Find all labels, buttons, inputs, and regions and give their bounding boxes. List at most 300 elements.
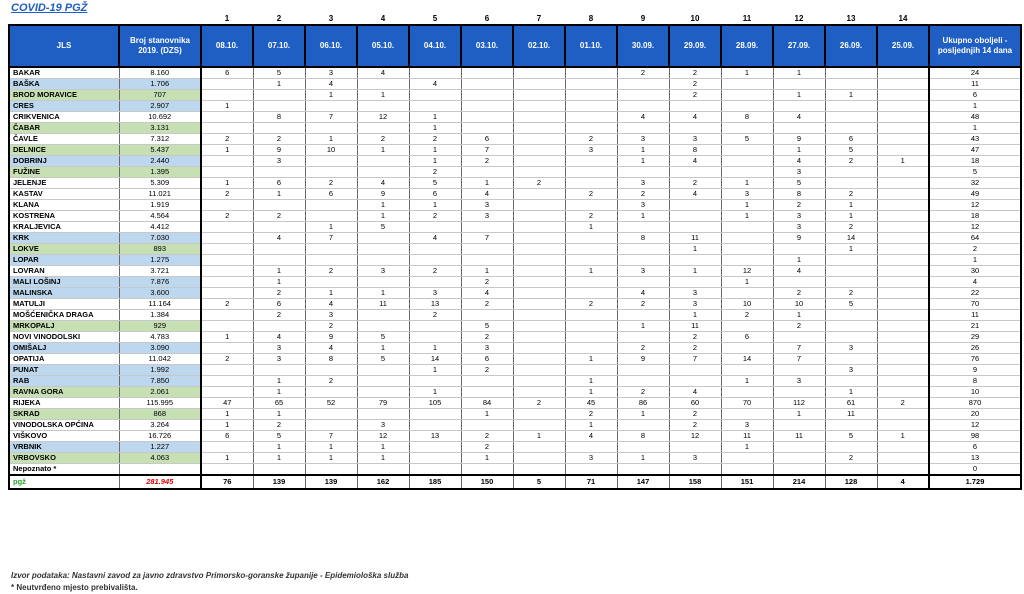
case-count xyxy=(721,156,773,167)
case-count: 2 xyxy=(669,420,721,431)
case-count: 1 xyxy=(201,332,253,343)
case-count xyxy=(773,420,825,431)
municipality-name: CRIKVENICA xyxy=(9,112,119,123)
sum-case-count: 128 xyxy=(825,475,877,489)
case-count: 2 xyxy=(201,354,253,365)
case-count xyxy=(513,244,565,255)
case-count: 1 xyxy=(357,145,409,156)
case-count xyxy=(513,145,565,156)
case-count: 1 xyxy=(721,67,773,79)
case-count: 2 xyxy=(409,134,461,145)
case-count xyxy=(617,365,669,376)
case-count xyxy=(825,442,877,453)
case-count: 2 xyxy=(305,376,357,387)
case-count: 10 xyxy=(721,299,773,310)
case-count xyxy=(617,123,669,134)
case-count: 1 xyxy=(721,442,773,453)
municipality-name: Nepoznato * xyxy=(9,464,119,476)
case-count: 1 xyxy=(357,90,409,101)
header-date: 30.09. xyxy=(617,25,669,67)
case-count: 1 xyxy=(409,156,461,167)
municipality-name: NOVI VINODOLSKI xyxy=(9,332,119,343)
case-count xyxy=(565,365,617,376)
case-count: 84 xyxy=(461,398,513,409)
case-count xyxy=(201,266,253,277)
case-count: 3 xyxy=(461,200,513,211)
case-count xyxy=(877,200,929,211)
case-count xyxy=(513,222,565,233)
case-count: 1 xyxy=(565,387,617,398)
case-count: 3 xyxy=(721,420,773,431)
total-cases: 11 xyxy=(929,79,1021,90)
case-count: 5 xyxy=(357,332,409,343)
case-count xyxy=(721,409,773,420)
case-count xyxy=(877,365,929,376)
case-count xyxy=(617,222,669,233)
case-count: 1 xyxy=(357,343,409,354)
case-count xyxy=(305,123,357,134)
table-row xyxy=(9,101,1021,112)
case-count: 2 xyxy=(461,332,513,343)
case-count: 2 xyxy=(201,189,253,200)
case-count xyxy=(721,90,773,101)
header-date: 26.09. xyxy=(825,25,877,67)
municipality-name: KRALJEVICA xyxy=(9,222,119,233)
case-count xyxy=(253,123,305,134)
case-count xyxy=(617,310,669,321)
covid-cases-table xyxy=(8,10,1022,490)
case-count: 1 xyxy=(305,453,357,464)
case-count xyxy=(513,299,565,310)
total-cases: 30 xyxy=(929,266,1021,277)
header-date: 05.10. xyxy=(357,25,409,67)
case-count xyxy=(357,376,409,387)
case-count xyxy=(357,255,409,266)
case-count: 2 xyxy=(669,409,721,420)
case-count xyxy=(773,387,825,398)
municipality-name: RAVNA GORA xyxy=(9,387,119,398)
case-count: 12 xyxy=(669,431,721,442)
population-value: 16.726 xyxy=(119,431,201,442)
case-count: 6 xyxy=(253,299,305,310)
day-index: 8 xyxy=(588,14,594,23)
case-count: 3 xyxy=(617,200,669,211)
case-count xyxy=(825,255,877,266)
sum-case-count: 147 xyxy=(617,475,669,489)
case-count xyxy=(409,222,461,233)
case-count xyxy=(825,332,877,343)
case-count: 2 xyxy=(461,277,513,288)
case-count xyxy=(825,277,877,288)
case-count: 2 xyxy=(253,420,305,431)
case-count xyxy=(201,343,253,354)
case-count: 11 xyxy=(669,233,721,244)
header-date: 03.10. xyxy=(461,25,513,67)
population-value: 115.995 xyxy=(119,398,201,409)
case-count xyxy=(825,310,877,321)
case-count xyxy=(825,167,877,178)
case-count xyxy=(201,255,253,266)
case-count: 4 xyxy=(357,67,409,79)
case-count: 4 xyxy=(305,79,357,90)
case-count xyxy=(877,134,929,145)
table-row xyxy=(9,255,1021,266)
case-count: 6 xyxy=(409,189,461,200)
case-count: 6 xyxy=(461,134,513,145)
case-count: 2 xyxy=(669,79,721,90)
case-count xyxy=(201,156,253,167)
table-row xyxy=(9,178,1021,189)
case-count: 1 xyxy=(305,134,357,145)
case-count: 1 xyxy=(773,409,825,420)
case-count: 4 xyxy=(409,233,461,244)
case-count xyxy=(409,453,461,464)
case-count xyxy=(669,365,721,376)
municipality-name: BAŠKA xyxy=(9,79,119,90)
case-count: 11 xyxy=(773,431,825,442)
case-count: 3 xyxy=(253,156,305,167)
case-count xyxy=(461,123,513,134)
municipality-name: LOKVE xyxy=(9,244,119,255)
table-row xyxy=(9,332,1021,343)
case-count: 2 xyxy=(669,90,721,101)
municipality-name: DOBRINJ xyxy=(9,156,119,167)
municipality-name: OMIŠALJ xyxy=(9,343,119,354)
case-count: 1 xyxy=(825,387,877,398)
case-count xyxy=(565,79,617,90)
case-count: 6 xyxy=(461,354,513,365)
table-row xyxy=(9,112,1021,123)
case-count: 3 xyxy=(721,189,773,200)
case-count: 8 xyxy=(617,233,669,244)
day-index: 4 xyxy=(380,14,386,23)
case-count: 2 xyxy=(409,266,461,277)
case-count: 4 xyxy=(409,79,461,90)
case-count: 1 xyxy=(253,189,305,200)
case-count: 7 xyxy=(461,233,513,244)
total-cases: 12 xyxy=(929,420,1021,431)
case-count xyxy=(565,343,617,354)
case-count xyxy=(721,123,773,134)
case-count xyxy=(253,167,305,178)
case-count xyxy=(773,101,825,112)
case-count xyxy=(669,123,721,134)
case-count: 1 xyxy=(825,244,877,255)
case-count xyxy=(721,255,773,266)
case-count xyxy=(201,288,253,299)
table-row xyxy=(9,90,1021,101)
table-row xyxy=(9,343,1021,354)
case-count xyxy=(565,464,617,476)
case-count: 1 xyxy=(565,354,617,365)
case-count: 4 xyxy=(669,387,721,398)
case-count xyxy=(513,409,565,420)
municipality-name: BROD MORAVICE xyxy=(9,90,119,101)
case-count: 2 xyxy=(305,321,357,332)
sum-case-count: 5 xyxy=(513,475,565,489)
case-count: 1 xyxy=(513,431,565,442)
case-count xyxy=(357,123,409,134)
table-row xyxy=(9,277,1021,288)
municipality-name: MALI LOŠINJ xyxy=(9,277,119,288)
case-count xyxy=(253,101,305,112)
case-count xyxy=(565,233,617,244)
case-count xyxy=(773,464,825,476)
municipality-name: LOVRAN xyxy=(9,266,119,277)
population-value: 868 xyxy=(119,409,201,420)
case-count: 2 xyxy=(617,67,669,79)
case-count: 2 xyxy=(565,189,617,200)
population-value: 1.919 xyxy=(119,200,201,211)
case-count xyxy=(721,167,773,178)
case-count xyxy=(513,343,565,354)
case-count xyxy=(357,244,409,255)
case-count: 2 xyxy=(409,310,461,321)
total-cases: 21 xyxy=(929,321,1021,332)
case-count xyxy=(201,442,253,453)
case-count xyxy=(877,332,929,343)
day-index: 2 xyxy=(276,14,282,23)
population-value: 2.907 xyxy=(119,101,201,112)
case-count: 4 xyxy=(357,178,409,189)
case-count xyxy=(617,101,669,112)
case-count: 11 xyxy=(825,409,877,420)
case-count xyxy=(305,365,357,376)
header-date: 01.10. xyxy=(565,25,617,67)
case-count: 1 xyxy=(409,112,461,123)
population-value: 11.021 xyxy=(119,189,201,200)
case-count xyxy=(357,101,409,112)
case-count: 1 xyxy=(357,453,409,464)
sum-case-count: 76 xyxy=(201,475,253,489)
population-value: 3.131 xyxy=(119,123,201,134)
case-count: 5 xyxy=(773,178,825,189)
case-count xyxy=(825,79,877,90)
sum-case-count: 214 xyxy=(773,475,825,489)
case-count xyxy=(825,266,877,277)
case-count: 2 xyxy=(617,299,669,310)
case-count xyxy=(461,420,513,431)
case-count xyxy=(513,442,565,453)
case-count xyxy=(877,299,929,310)
case-count: 1 xyxy=(617,156,669,167)
case-count xyxy=(877,244,929,255)
case-count: 1 xyxy=(565,266,617,277)
header-date: 06.10. xyxy=(305,25,357,67)
case-count: 9 xyxy=(357,189,409,200)
case-count: 1 xyxy=(461,409,513,420)
municipality-name: MATULJI xyxy=(9,299,119,310)
case-count: 3 xyxy=(669,288,721,299)
day-index: 10 xyxy=(690,14,700,23)
header-date: 07.10. xyxy=(253,25,305,67)
municipality-name: RIJEKA xyxy=(9,398,119,409)
total-cases: 76 xyxy=(929,354,1021,365)
case-count xyxy=(409,90,461,101)
case-count xyxy=(877,112,929,123)
table-row xyxy=(9,453,1021,464)
case-count xyxy=(253,464,305,476)
case-count: 2 xyxy=(305,178,357,189)
header-date: 25.09. xyxy=(877,25,929,67)
case-count: 8 xyxy=(253,112,305,123)
population-value: 4.412 xyxy=(119,222,201,233)
case-count xyxy=(513,365,565,376)
case-count: 1 xyxy=(669,266,721,277)
case-count: 4 xyxy=(669,189,721,200)
day-index-row xyxy=(9,10,1021,25)
case-count: 2 xyxy=(461,156,513,167)
total-cases: 1 xyxy=(929,101,1021,112)
case-count: 9 xyxy=(617,354,669,365)
case-count: 3 xyxy=(669,453,721,464)
case-count: 2 xyxy=(773,200,825,211)
municipality-name: BAKAR xyxy=(9,67,119,79)
total-cases: 0 xyxy=(929,464,1021,476)
population-value: 5.309 xyxy=(119,178,201,189)
case-count xyxy=(877,343,929,354)
case-count xyxy=(617,442,669,453)
case-count xyxy=(305,409,357,420)
case-count xyxy=(825,112,877,123)
case-count xyxy=(877,288,929,299)
case-count xyxy=(357,464,409,476)
case-count xyxy=(409,376,461,387)
case-count xyxy=(253,90,305,101)
header-date: 04.10. xyxy=(409,25,461,67)
case-count xyxy=(357,387,409,398)
municipality-name: DELNICE xyxy=(9,145,119,156)
sum-case-count: 185 xyxy=(409,475,461,489)
case-count: 1 xyxy=(877,156,929,167)
case-count: 1 xyxy=(201,101,253,112)
case-count: 1 xyxy=(409,145,461,156)
case-count: 2 xyxy=(409,167,461,178)
population-value: 5.437 xyxy=(119,145,201,156)
case-count: 4 xyxy=(773,266,825,277)
case-count: 65 xyxy=(253,398,305,409)
population-value: 10.692 xyxy=(119,112,201,123)
case-count: 3 xyxy=(357,266,409,277)
case-count xyxy=(513,453,565,464)
population-value: 707 xyxy=(119,90,201,101)
case-count: 12 xyxy=(721,266,773,277)
case-count xyxy=(825,376,877,387)
case-count: 3 xyxy=(617,134,669,145)
total-cases: 22 xyxy=(929,288,1021,299)
day-index: 12 xyxy=(794,14,804,23)
case-count xyxy=(357,321,409,332)
case-count xyxy=(773,277,825,288)
day-index: 6 xyxy=(484,14,490,23)
case-count: 5 xyxy=(825,431,877,442)
total-cases: 9 xyxy=(929,365,1021,376)
case-count: 1 xyxy=(617,453,669,464)
case-count xyxy=(877,178,929,189)
table-row xyxy=(9,409,1021,420)
table-row xyxy=(9,376,1021,387)
case-count: 2 xyxy=(253,211,305,222)
total-cases: 18 xyxy=(929,156,1021,167)
case-count xyxy=(513,332,565,343)
case-count: 1 xyxy=(253,277,305,288)
case-count xyxy=(877,464,929,476)
total-cases: 1 xyxy=(929,123,1021,134)
table-row xyxy=(9,156,1021,167)
municipality-name: VRBNIK xyxy=(9,442,119,453)
total-cases: 1 xyxy=(929,255,1021,266)
case-count xyxy=(565,442,617,453)
case-count xyxy=(409,409,461,420)
case-count: 2 xyxy=(565,409,617,420)
case-count xyxy=(305,211,357,222)
case-count xyxy=(461,310,513,321)
case-count xyxy=(825,420,877,431)
case-count: 1 xyxy=(617,211,669,222)
population-value: 7.850 xyxy=(119,376,201,387)
case-count: 2 xyxy=(513,398,565,409)
case-count xyxy=(513,156,565,167)
case-count: 1 xyxy=(877,431,929,442)
case-count: 7 xyxy=(773,354,825,365)
case-count xyxy=(305,167,357,178)
case-count: 2 xyxy=(461,299,513,310)
case-count xyxy=(357,79,409,90)
case-count: 5 xyxy=(825,145,877,156)
case-count: 2 xyxy=(773,321,825,332)
population-value: 4.783 xyxy=(119,332,201,343)
total-cases: 98 xyxy=(929,431,1021,442)
case-count xyxy=(201,321,253,332)
case-count xyxy=(201,277,253,288)
case-count: 1 xyxy=(825,211,877,222)
case-count xyxy=(825,178,877,189)
population-value: 1.275 xyxy=(119,255,201,266)
population-value: 1.706 xyxy=(119,79,201,90)
case-count: 1 xyxy=(201,420,253,431)
case-count xyxy=(669,167,721,178)
case-count xyxy=(669,222,721,233)
case-count xyxy=(669,101,721,112)
case-count: 5 xyxy=(253,431,305,442)
case-count: 1 xyxy=(357,200,409,211)
municipality-name: MRKOPALJ xyxy=(9,321,119,332)
case-count: 4 xyxy=(305,299,357,310)
case-count xyxy=(617,464,669,476)
case-count: 86 xyxy=(617,398,669,409)
case-count xyxy=(513,277,565,288)
case-count: 1 xyxy=(565,222,617,233)
case-count: 2 xyxy=(409,211,461,222)
case-count: 9 xyxy=(773,233,825,244)
table-row xyxy=(9,123,1021,134)
population-value: 4.063 xyxy=(119,453,201,464)
case-count: 2 xyxy=(565,299,617,310)
case-count: 1 xyxy=(357,442,409,453)
case-count: 1 xyxy=(461,178,513,189)
case-count xyxy=(773,442,825,453)
case-count xyxy=(877,233,929,244)
case-count xyxy=(513,123,565,134)
case-count: 2 xyxy=(721,310,773,321)
population-value: 2.440 xyxy=(119,156,201,167)
sum-case-count: 151 xyxy=(721,475,773,489)
population-value: 1.395 xyxy=(119,167,201,178)
case-count: 7 xyxy=(305,431,357,442)
case-count: 2 xyxy=(825,453,877,464)
case-count xyxy=(461,101,513,112)
case-count: 2 xyxy=(305,266,357,277)
